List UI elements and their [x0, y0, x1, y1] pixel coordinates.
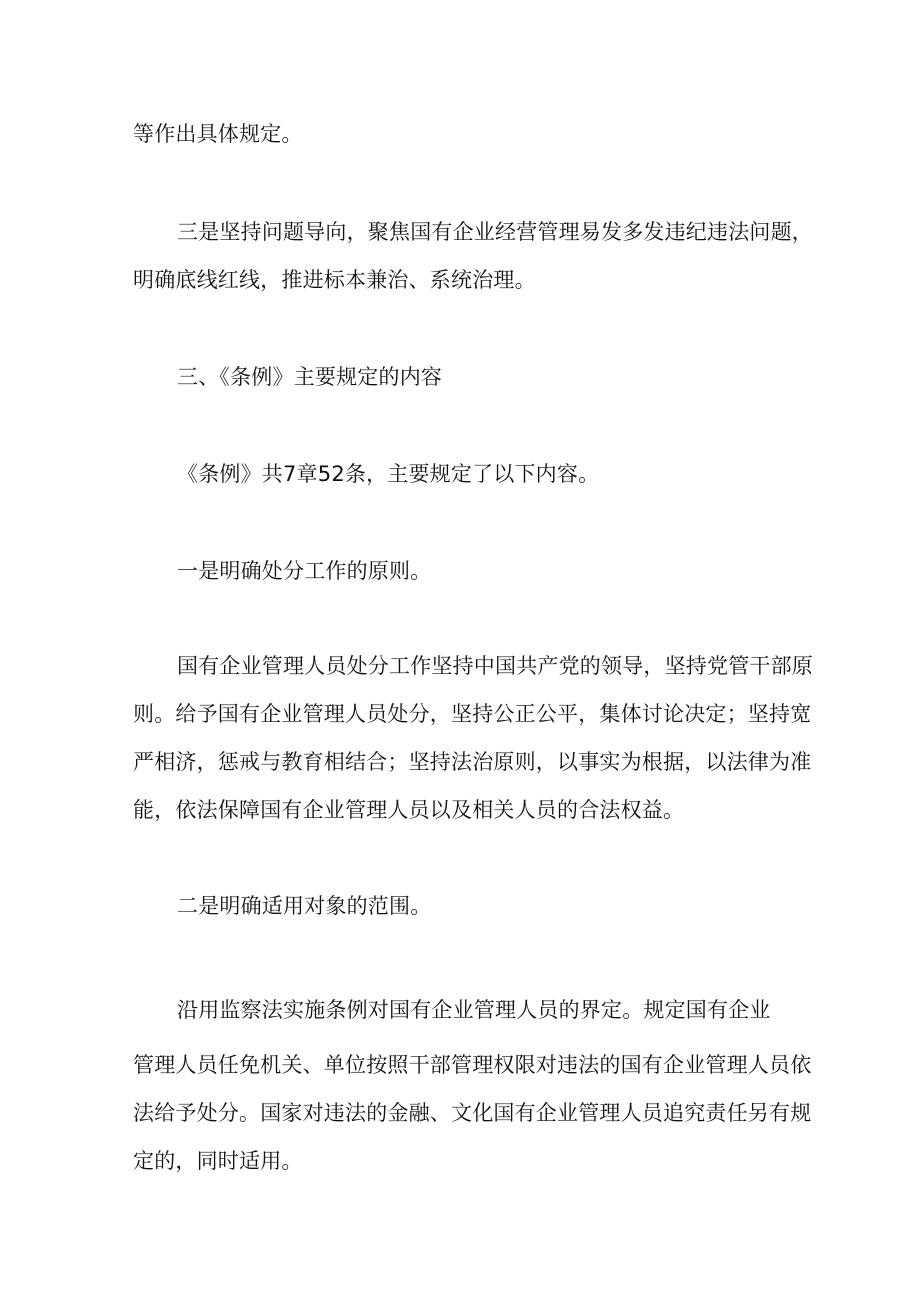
paragraph-line: 则。给予国有企业管理人员处分，坚持公正公平，集体讨论决定；坚持宽: [133, 702, 812, 726]
paragraph-line: 管理人员任免机关、单位按照干部管理权限对违法的国有企业管理人员依: [133, 1053, 812, 1077]
section-heading: 三、《条例》主要规定的内容: [177, 365, 443, 389]
paragraph-line: 严相济，惩戒与教育相结合；坚持法治原则，以事实为根据，以法律为准: [133, 750, 812, 774]
paragraph-line: 能，依法保障国有企业管理人员以及相关人员的合法权益。: [133, 798, 685, 822]
subheading: 一是明确处分工作的原则。: [177, 559, 432, 583]
paragraph-line: 等作出具体规定。: [133, 122, 303, 146]
paragraph-line: 明确底线红线，推进标本兼治、系统治理。: [133, 268, 536, 292]
paragraph-line: 定的，同时适用。: [133, 1149, 303, 1173]
paragraph-line: 沿用监察法实施条例对国有企业管理人员的界定。规定国有企业: [177, 998, 771, 1022]
paragraph-line: 《条例》共7章52条，主要规定了以下内容。: [177, 462, 600, 486]
paragraph-line: 三是坚持问题导向，聚焦国有企业经营管理易发多发违纪违法问题，: [177, 220, 813, 244]
paragraph-line: 法给予处分。国家对违法的金融、文化国有企业管理人员追究责任另有规: [133, 1101, 812, 1125]
subheading: 二是明确适用对象的范围。: [177, 894, 432, 918]
paragraph-line: 国有企业管理人员处分工作坚持中国共产党的领导，坚持党管干部原: [177, 654, 813, 678]
